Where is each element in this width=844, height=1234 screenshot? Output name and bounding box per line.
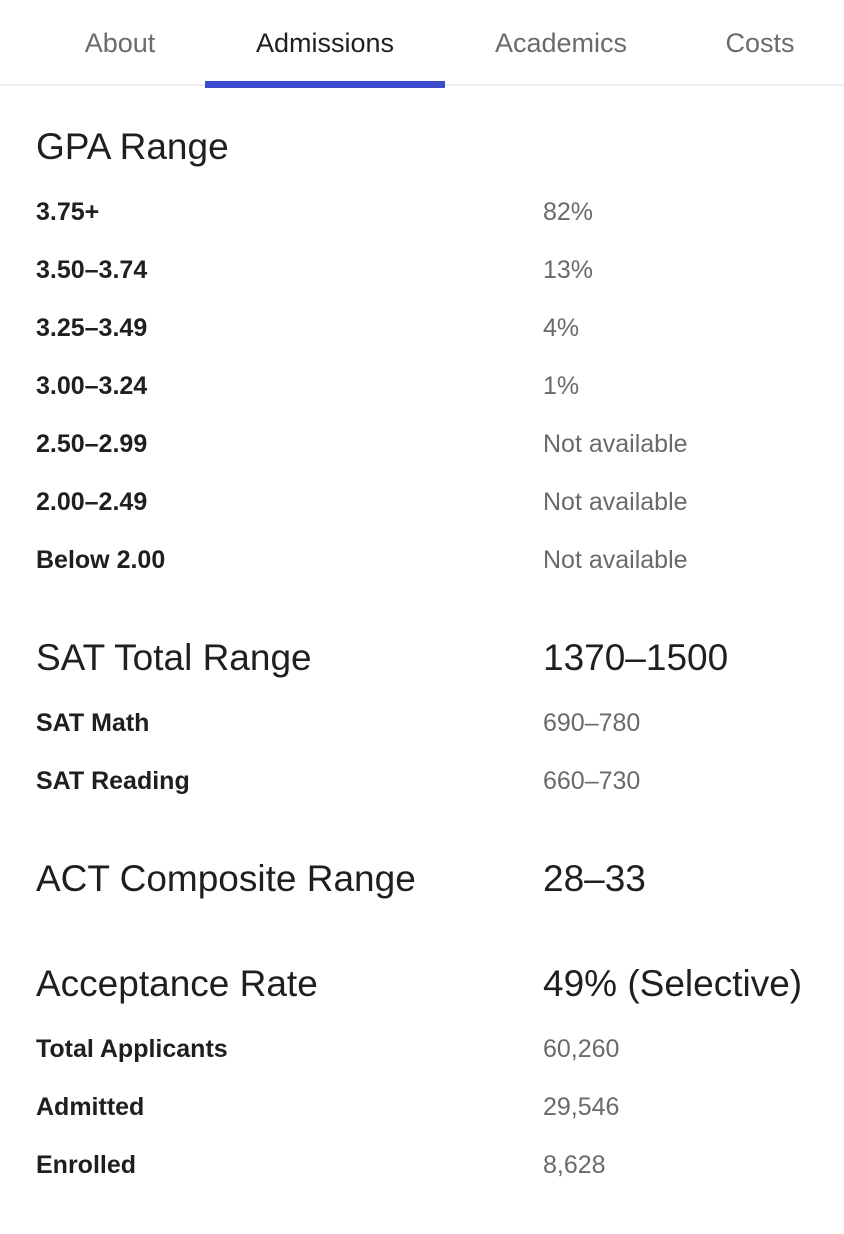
tab-bar xyxy=(0,0,844,86)
gpa-range-title: GPA Range xyxy=(36,126,229,167)
gpa-range-value: 82% xyxy=(543,198,594,226)
gpa-range-label: 2.50–2.99 xyxy=(36,430,148,458)
sat-row xyxy=(36,706,826,740)
active-tab-indicator xyxy=(205,81,445,88)
gpa-range-value: Not available xyxy=(543,430,688,458)
act-composite-value: 28–33 xyxy=(543,858,646,899)
tab-about-label: About xyxy=(84,27,156,58)
tab-about[interactable] xyxy=(40,0,200,86)
tab-academics-label: Academics xyxy=(494,27,628,58)
acceptance-row xyxy=(36,1032,826,1066)
gpa-row xyxy=(36,485,826,519)
gpa-range-label: 3.50–3.74 xyxy=(36,256,148,284)
enrolled-value: 8,628 xyxy=(543,1151,606,1179)
admitted-label: Admitted xyxy=(36,1093,145,1121)
gpa-row xyxy=(36,543,826,577)
sat-math-value: 690–780 xyxy=(543,709,641,737)
tab-costs[interactable] xyxy=(680,0,840,86)
total-applicants-label: Total Applicants xyxy=(36,1035,228,1063)
gpa-row xyxy=(36,311,826,345)
sat-math-label: SAT Math xyxy=(36,709,150,737)
gpa-range-label: 3.25–3.49 xyxy=(36,314,148,342)
gpa-row xyxy=(36,427,826,461)
tab-admissions[interactable] xyxy=(205,0,445,86)
sat-row xyxy=(36,764,826,798)
tab-academics[interactable] xyxy=(450,0,672,86)
gpa-range-value: Not available xyxy=(543,546,688,574)
sat-reading-value: 660–730 xyxy=(543,767,641,795)
tab-costs-label: Costs xyxy=(725,27,795,58)
gpa-row xyxy=(36,253,826,287)
gpa-row xyxy=(36,195,826,229)
acceptance-rate-value: 49% (Selective) xyxy=(543,963,803,1004)
gpa-row xyxy=(36,369,826,403)
gpa-range-value: 1% xyxy=(543,372,580,400)
act-composite-section xyxy=(36,856,826,902)
gpa-range-label: 2.00–2.49 xyxy=(36,488,148,516)
sat-total-value: 1370–1500 xyxy=(543,637,729,678)
acceptance-rate-section xyxy=(36,961,826,1007)
acceptance-row xyxy=(36,1090,826,1124)
act-composite-title: ACT Composite Range xyxy=(36,858,416,899)
gpa-range-label: Below 2.00 xyxy=(36,546,166,574)
gpa-range-value: Not available xyxy=(543,488,688,516)
gpa-range-label: 3.75+ xyxy=(36,198,100,226)
admitted-value: 29,546 xyxy=(543,1093,620,1121)
acceptance-rate-title: Acceptance Rate xyxy=(36,963,318,1004)
enrolled-label: Enrolled xyxy=(36,1151,137,1179)
sat-reading-label: SAT Reading xyxy=(36,767,190,795)
gpa-range-value: 13% xyxy=(543,256,594,284)
gpa-range-label: 3.00–3.24 xyxy=(36,372,148,400)
acceptance-row xyxy=(36,1148,826,1182)
total-applicants-value: 60,260 xyxy=(543,1035,620,1063)
sat-total-title: SAT Total Range xyxy=(36,637,312,678)
tab-admissions-label: Admissions xyxy=(255,27,395,58)
gpa-range-value: 4% xyxy=(543,314,580,342)
sat-total-section xyxy=(36,635,826,681)
